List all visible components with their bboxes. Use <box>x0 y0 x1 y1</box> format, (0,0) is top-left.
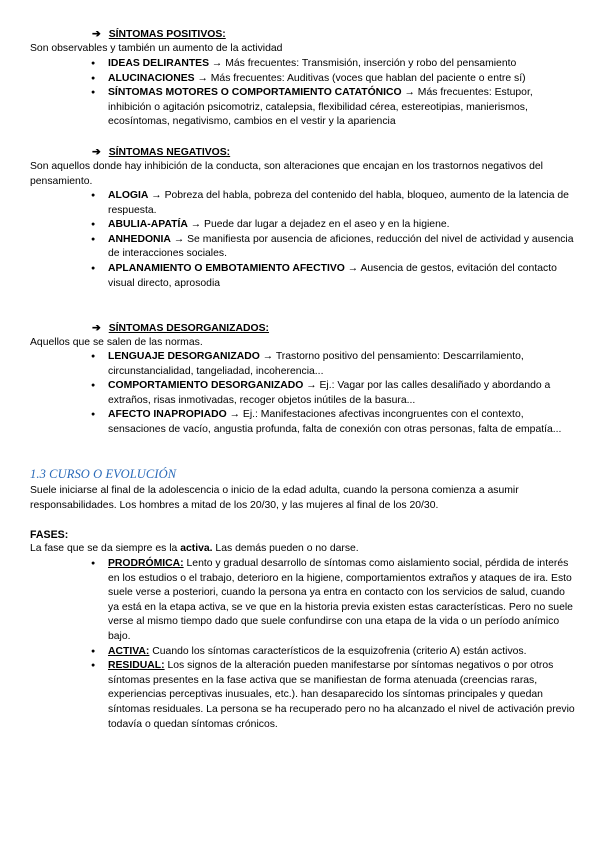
arrow-icon: ➔ <box>92 29 101 40</box>
heading-sintomas-negativos <box>92 146 230 161</box>
item-desc: → Más frecuentes: Transmisión, inserción y robo del pensamiento <box>209 58 517 69</box>
item-desc: → Puede dar lugar a dejadez en el aseo y en la higiene. <box>187 219 450 231</box>
list-item <box>108 350 576 379</box>
item-term: IDEAS DELIRANTES <box>108 58 210 69</box>
fases-intro-bold: activa. <box>180 543 213 554</box>
fases-intro-pre: La fase que se da siempre es la <box>30 543 181 554</box>
item-term: AFECTO INAPROPIADO <box>108 409 227 421</box>
item-term: LENGUAJE DESORGANIZADO <box>108 351 260 362</box>
item-desc: → Más frecuentes: Estupor, inhibición o agitación psicomotriz, catalepsia, flexibilidad cérea, estereotipias, manierismos, ecosíntomas, negativismo, cambios en el vestir y la apariencia <box>108 87 533 128</box>
item-desc: → Pobreza del habla, pobreza del contenido del habla, bloqueo, aumento de la latencia de respuesta. <box>108 190 569 216</box>
positivos-list <box>108 57 576 130</box>
heading-text: SÍNTOMAS POSITIVOS: <box>108 29 226 40</box>
heading-sintomas-desorganizados <box>92 322 269 337</box>
list-item <box>108 57 576 72</box>
item-desc: → Ausencia de gestos, evitación del contacto visual directo, aprosodia <box>108 262 557 289</box>
list-item <box>108 189 576 218</box>
item-term: PRODRÓMICA: <box>108 558 184 569</box>
list-item <box>108 645 576 660</box>
item-term: RESIDUAL: <box>108 660 165 672</box>
heading-text: SÍNTOMAS DESORGANIZADOS: <box>108 323 270 334</box>
section-title-curso: 1.3 CURSO O EVOLUCIÓN <box>30 467 177 481</box>
fases-intro-post: Las demás pueden o no darse. <box>212 543 359 554</box>
desorganizados-intro: Aquellos que se salen de las normas. <box>30 337 203 348</box>
list-item <box>108 659 576 732</box>
negativos-intro: Son aquellos donde hay inhibición de la conducta, son alteraciones que encajan en los trastornos negativos del pensamiento. <box>30 161 543 187</box>
desorganizados-list <box>108 350 576 438</box>
item-desc: Cuando los síntomas característicos de la esquizofrenia (criterio A) están activos. <box>149 645 527 657</box>
item-desc: → Ej.: Vagar por las calles desaliñado y abordando a extraños, risas inmotivadas, recoger objetos inútiles de la basura... <box>108 380 551 406</box>
list-item <box>108 86 576 130</box>
item-term: ALOGIA <box>108 190 149 201</box>
item-desc: → Se manifiesta por ausencia de aficiones, reducción del nivel de actividad y ausencia de interacciones sociales. <box>108 233 574 260</box>
item-desc: Lento y gradual desarrollo de síntomas como aislamiento social, pérdida de interés en los estudios o el trabajo, deterioro en la higiene, comportamientos extraños y ataques de ira. Esto suele verse a posteriori, cuando la persona ya entra en contacto con los servicios de salud, cuando ya está en la etapa activa, se ve que en la historia previa existen estas características. Pero no suele verse al mismo tiempo dado que suele confundirse con una etapa de la vida o un período anímico bajo. <box>108 558 573 642</box>
heading-sintomas-positivos <box>92 28 226 43</box>
item-term: ALUCINACIONES <box>108 72 195 84</box>
list-item <box>108 379 576 408</box>
item-term: ANHEDONIA <box>108 233 171 245</box>
item-term: COMPORTAMIENTO DESORGANIZADO <box>108 380 304 392</box>
item-term: APLANAMIENTO O EMBOTAMIENTO AFECTIVO <box>108 262 345 274</box>
item-desc: Los signos de la alteración pueden manifestarse por síntomas negativos o por otros síntomas presentes en la fase activa que se manifiestan de forma atenuada (creencias raras, experiencias perceptivas inusuales, etc.). han desaparecido los síntomas principales y quedan síntomas residuales. La persona se ha recuperado pero no ha alcanzado el nivel de activación previo todavía o quedan síntomas crónicos. <box>108 660 575 730</box>
positivos-intro: Son observables y también un aumento de la actividad <box>30 43 283 54</box>
fases-intro <box>30 542 575 557</box>
item-term: SÍNTOMAS MOTORES O COMPORTAMIENTO CATATÓNICO <box>108 87 402 99</box>
list-item <box>108 218 576 233</box>
list-item <box>108 262 576 291</box>
item-term: ACTIVA: <box>108 645 150 657</box>
list-item <box>108 557 576 645</box>
list-item <box>108 408 576 437</box>
negativos-list <box>108 189 576 291</box>
curso-text: Suele iniciarse al final de la adolescencia o inicio de la edad adulta, cuando la persona comienza a asumir responsabilidades. Los hombres a mitad de los 20/30, y las mujeres al final de los 20/30. <box>30 485 519 511</box>
item-term: ABULIA-APATÍA <box>108 219 188 231</box>
item-desc: → Trastorno positivo del pensamiento: Descarrilamiento, circunstancialidad, tangeliadad, incoherencia... <box>108 351 524 377</box>
fases-list <box>108 557 576 732</box>
list-item <box>108 72 576 87</box>
list-item <box>108 233 576 262</box>
arrow-icon: ➔ <box>92 323 101 334</box>
item-desc: → Ej.: Manifestaciones afectivas incongruentes con el contexto, sensaciones de vacío, angustia profunda, falta de conexión con otras personas, falta de empatía... <box>108 409 562 435</box>
fases-label: FASES: <box>30 529 69 541</box>
item-desc: → Más frecuentes: Auditivas (voces que hablan del paciente o entre sí) <box>194 72 526 84</box>
arrow-icon: ➔ <box>92 147 101 158</box>
heading-text: SÍNTOMAS NEGATIVOS: <box>108 147 231 158</box>
